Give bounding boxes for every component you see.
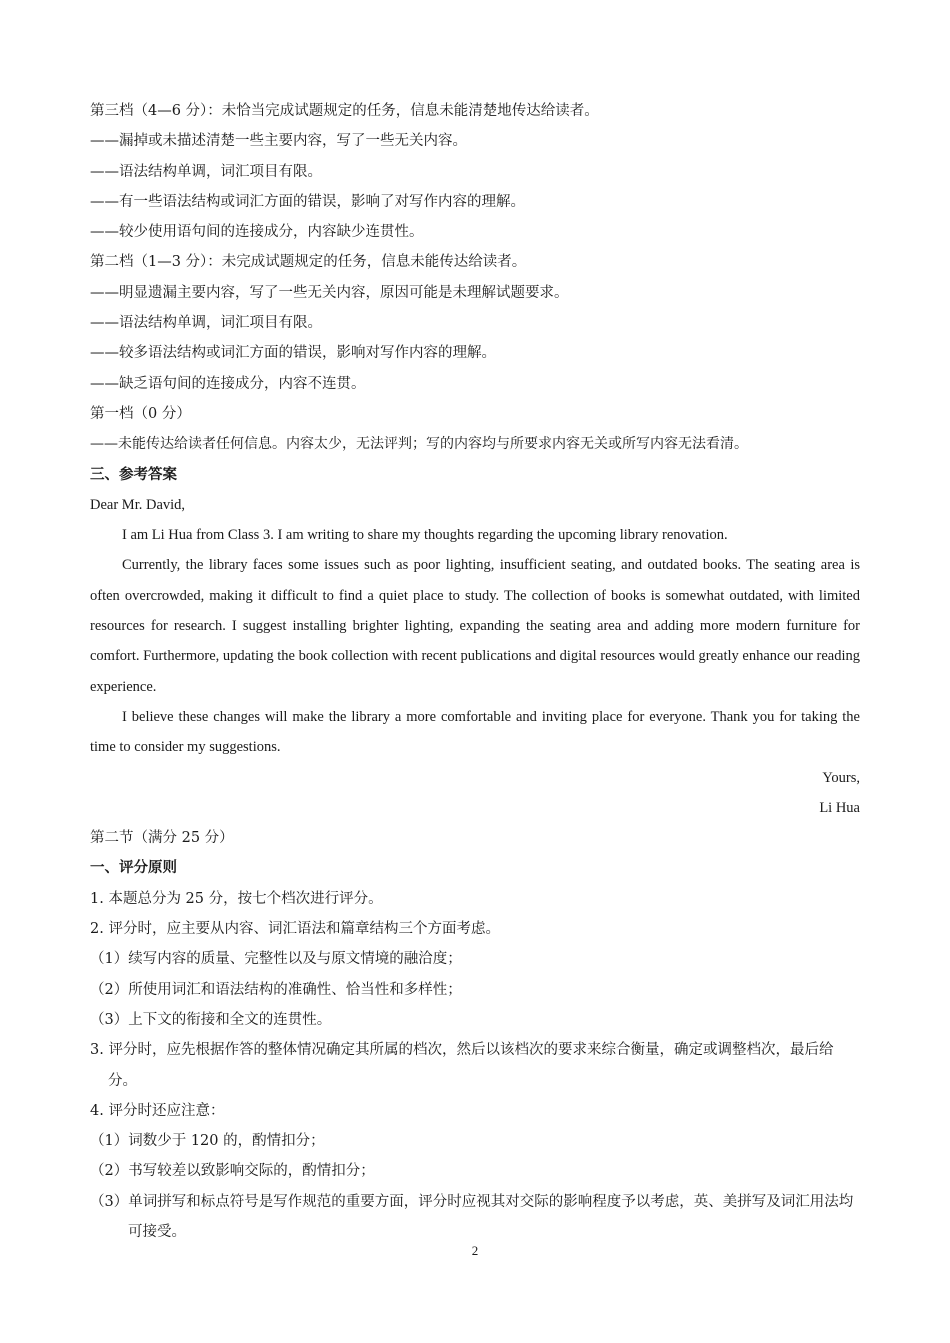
letter-paragraph: I am Li Hua from Class 3. I am writing to share my thoughts regarding the upcoming library renovation.	[122, 527, 728, 544]
letter-paragraph: I believe these changes will make the library a more comfortable and inviting place for everyone. Thank you for taking the time to consider my suggestions.	[90, 708, 860, 756]
tier1-heading: 第一档（0 分）	[90, 405, 191, 422]
tier1-item: ——未能传达给读者任何信息。内容太少，无法评判；写的内容均与所要求内容无关或所写内容无法看清。	[90, 436, 748, 453]
letter-signature: Li Hua	[819, 799, 860, 816]
scoring-subpoint: （3）上下文的衔接和全文的连贯性。	[90, 1011, 332, 1028]
tier2-item: ——较多语法结构或词汇方面的错误，影响对写作内容的理解。	[90, 345, 496, 362]
scoring-point: 3. 评分时，应先根据作答的整体情况确定其所属的档次，然后以该档次的要求来综合衡量，确定或调整档次，最后给分。	[90, 1042, 834, 1089]
section2-title: 第二节（满分 25 分）	[90, 830, 234, 847]
letter-closing: Yours,	[822, 769, 860, 786]
tier3-item: ——漏掉或未描述清楚一些主要内容，写了一些无关内容。	[90, 133, 467, 150]
scoring-subpoint: （1）续写内容的质量、完整性以及与原文情境的融洽度；	[90, 951, 462, 968]
tier3-item: ——较少使用语句间的连接成分，内容缺少连贯性。	[90, 224, 424, 241]
scoring-point: 4. 评分时还应注意：	[90, 1102, 225, 1119]
scoring-subpoint: （2）书写较差以致影响交际的，酌情扣分；	[90, 1163, 375, 1180]
letter-paragraph: Currently, the library faces some issues such as poor lighting, insufficient seating, and outdated books. The seating area is often overcrowded, making it difficult to find a quiet place to study. The collection of books is somewhat outdated, with limited resources for research. I suggest installing brighter lighting, expanding the seating area and adding more modern furniture for comfort. Furthermore, updating the book collection with recent publications and digital resources would greatly enhance our reading experience.	[90, 557, 860, 695]
scoring-point: 1. 本题总分为 25 分，按七个档次进行评分。	[90, 890, 383, 907]
tier2-item: ——语法结构单调，词汇项目有限。	[90, 315, 322, 332]
scoring-principles-heading: 一、评分原则	[90, 859, 177, 877]
tier2-item: ——缺乏语句间的连接成分，内容不连贯。	[90, 375, 366, 392]
letter-salutation: Dear Mr. David,	[90, 496, 186, 513]
tier2-item: ——明显遗漏主要内容，写了一些无关内容，原因可能是未理解试题要求。	[90, 284, 569, 301]
page-number: 2	[471, 1243, 479, 1258]
tier3-heading: 第三档（4—6 分）：未恰当完成试题规定的任务，信息未能清楚地传达给读者。	[90, 103, 599, 119]
scoring-subpoint: （1）词数少于 120 的，酌情扣分；	[90, 1133, 325, 1150]
tier3-item: ——有一些语法结构或词汇方面的错误，影响了对写作内容的理解。	[90, 193, 525, 210]
tier2-heading: 第二档（1—3 分）：未完成试题规定的任务，信息未能传达给读者。	[90, 254, 527, 271]
tier3-item: ——语法结构单调，词汇项目有限。	[90, 163, 322, 180]
reference-answer-heading: 三、参考答案	[90, 465, 177, 483]
scoring-point: 2. 评分时，应主要从内容、词汇语法和篇章结构三个方面考虑。	[90, 921, 500, 938]
scoring-subpoint: （3）单词拼写和标点符号是写作规范的重要方面，评分时应视其对交际的影响程度予以考虑，英、美拼写及词汇用法均可接受。	[90, 1193, 854, 1240]
scoring-subpoint: （2）所使用词汇和语法结构的准确性、恰当性和多样性；	[90, 981, 462, 998]
